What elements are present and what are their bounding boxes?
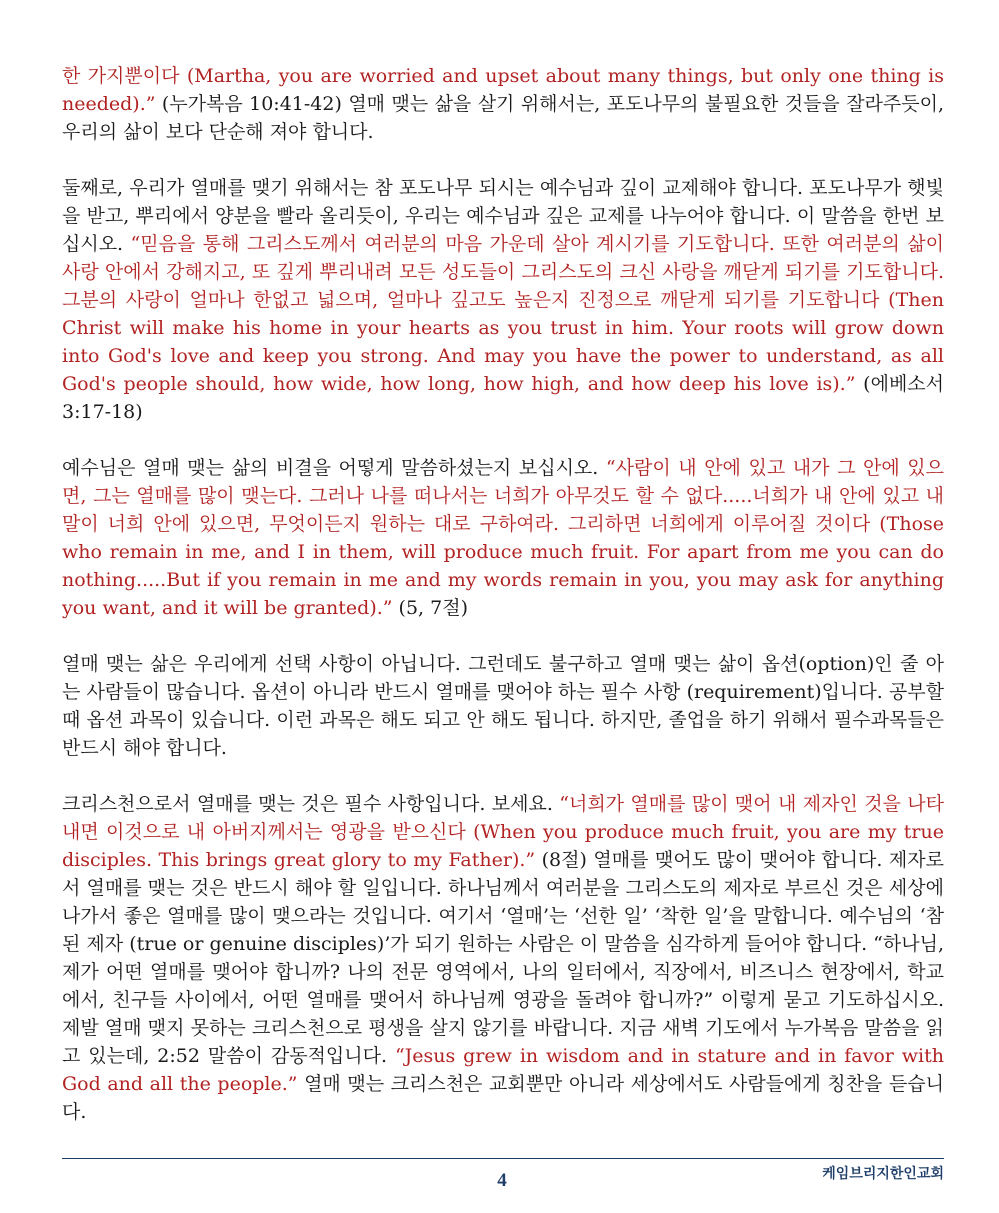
paragraph-2 bbox=[62, 174, 944, 426]
body-text: 예수님은 열매 맺는 삶의 비결을 어떻게 말씀하셨는지 보십시오. bbox=[62, 457, 606, 479]
body-text: (8절) 열매를 맺어도 많이 맺어야 합니다. 제자로서 열매를 맺는 것은 반드시 해야 할 일입니다. 하나님께서 여러분을 그리스도의 제자로 부르신 것은 세상에 나가서 좋은 열매를 많이 맺으라는 것입니다. 여기서 ‘열매’는 ‘선한 일’ ‘착한 일’을 말합니다. 예수님의 ‘참된 제자 (true or genuine disciples)’가 되기 원하는 사람은 이 말씀을 심각하게 들어야 합니다. “하나님, 제가 어떤 열매를 맺어야 합니까? 나의 전문 영역에서, 나의 일터에서, 직장에서, 비즈니스 현장에서, 학교에서, 친구들 사이에서, 어떤 열매를 맺어서 하나님께 영광을 돌려야 합니까?” 이렇게 묻고 기도하십시오. 제발 열매 맺지 못하는 크리스천으로 평생을 살지 않기를 바랍니다. 지금 새벽 기도에서 누가복음 말씀을 읽고 있는데, 2:52 말씀이 감동적입니다. bbox=[62, 849, 944, 1067]
paragraph-3 bbox=[62, 454, 944, 622]
quote-text: 한 가지뿐이다 (Martha, you are worried and upset about many things, but only one thing is needed).” bbox=[62, 65, 944, 115]
quote-text: “믿음을 통해 그리스도께서 여러분의 마음 가운데 살아 계시기를 기도합니다. 또한 여러분의 삶이 사랑 안에서 강해지고, 또 깊게 뿌리내려 모든 성도들이 그리스도의 크신 사랑을 깨닫게 되기를 기도합니다. 그분의 사랑이 얼마나 한없고 넓으며, 얼마나 깊고도 높은지 진정으로 깨닫게 되기를 기도합니다 (Then Christ will make his home in your hearts as you trust in him. Your roots will grow down into God's love and keep you strong. And may you have the power to understand, as all God's people should, how wide, how long, how high, and how deep his love is).” bbox=[62, 233, 944, 395]
page-number: 4 bbox=[497, 1170, 507, 1191]
body-text: 열매 맺는 삶은 우리에게 선택 사항이 아닙니다. 그런데도 불구하고 열매 맺는 삶이 옵션(option)인 줄 아는 사람들이 많습니다. 옵션이 아니라 반드시 열매를 맺어야 하는 필수 사항 (requirement)입니다. 공부할 때 옵션 과목이 있습니다. 이런 과목은 해도 되고 안 해도 됩니다. 하지만, 졸업을 하기 위해서 필수과목들은 반드시 해야 합니다. bbox=[62, 653, 944, 759]
scripture-reference: (5, 7절) bbox=[392, 597, 468, 619]
church-name: 케임브리지한인교회 bbox=[822, 1166, 944, 1182]
paragraph-4 bbox=[62, 650, 944, 762]
paragraph-5 bbox=[62, 790, 944, 1126]
body-text: (누가복음 10:41-42) 열매 맺는 삶을 살기 위해서는, 포도나무의 불필요한 것들을 잘라주듯이, 우리의 삶이 보다 단순해 져야 합니다. bbox=[62, 93, 944, 143]
quote-text: “Jesus grew in wisdom and in stature and in favor with God and all the people.” bbox=[62, 1045, 945, 1095]
quote-text: “너희가 열매를 많이 맺어 내 제자인 것을 나타내면 이것으로 내 아버지께서는 영광을 받으신다 (When you produce much fruit, you are my true disciples. This brings great glory to my Father).” bbox=[62, 793, 944, 871]
quote-text: “사람이 내 안에 있고 내가 그 안에 있으면, 그는 열매를 많이 맺는다. 그러나 나를 떠나서는 너희가 아무것도 할 수 없다.....너희가 내 안에 있고 내 말이 너희 안에 있으면, 무엇이든지 원하는 대로 구하여라. 그리하면 너희에게 이루어질 것이다 (Those who remain in me, and I in them, will produce much fruit. For apart from me you can do nothing.....But if you remain in me and my words remain in you, you may ask for anything you want, and it will be granted).” bbox=[62, 457, 944, 619]
paragraph-1 bbox=[62, 62, 944, 146]
body-text: 열매 맺는 크리스천은 교회뿐만 아니라 세상에서도 사람들에게 칭찬을 듣습니다. bbox=[62, 1073, 945, 1123]
body-text: 크리스천으로서 열매를 맺는 것은 필수 사항입니다. 보세요. bbox=[62, 793, 560, 815]
scripture-reference: (에베소서 3:17-18) bbox=[62, 373, 945, 423]
footer-divider bbox=[62, 1158, 944, 1159]
page-body bbox=[62, 62, 944, 1154]
body-text: 둘째로, 우리가 열매를 맺기 위해서는 참 포도나무 되시는 예수님과 깊이 교제해야 합니다. 포도나무가 햇빛을 받고, 뿌리에서 양분을 빨라 올리듯이, 우리는 예수님과 깊은 교제를 나누어야 합니다. 이 말씀을 한번 보십시오. bbox=[62, 177, 944, 255]
